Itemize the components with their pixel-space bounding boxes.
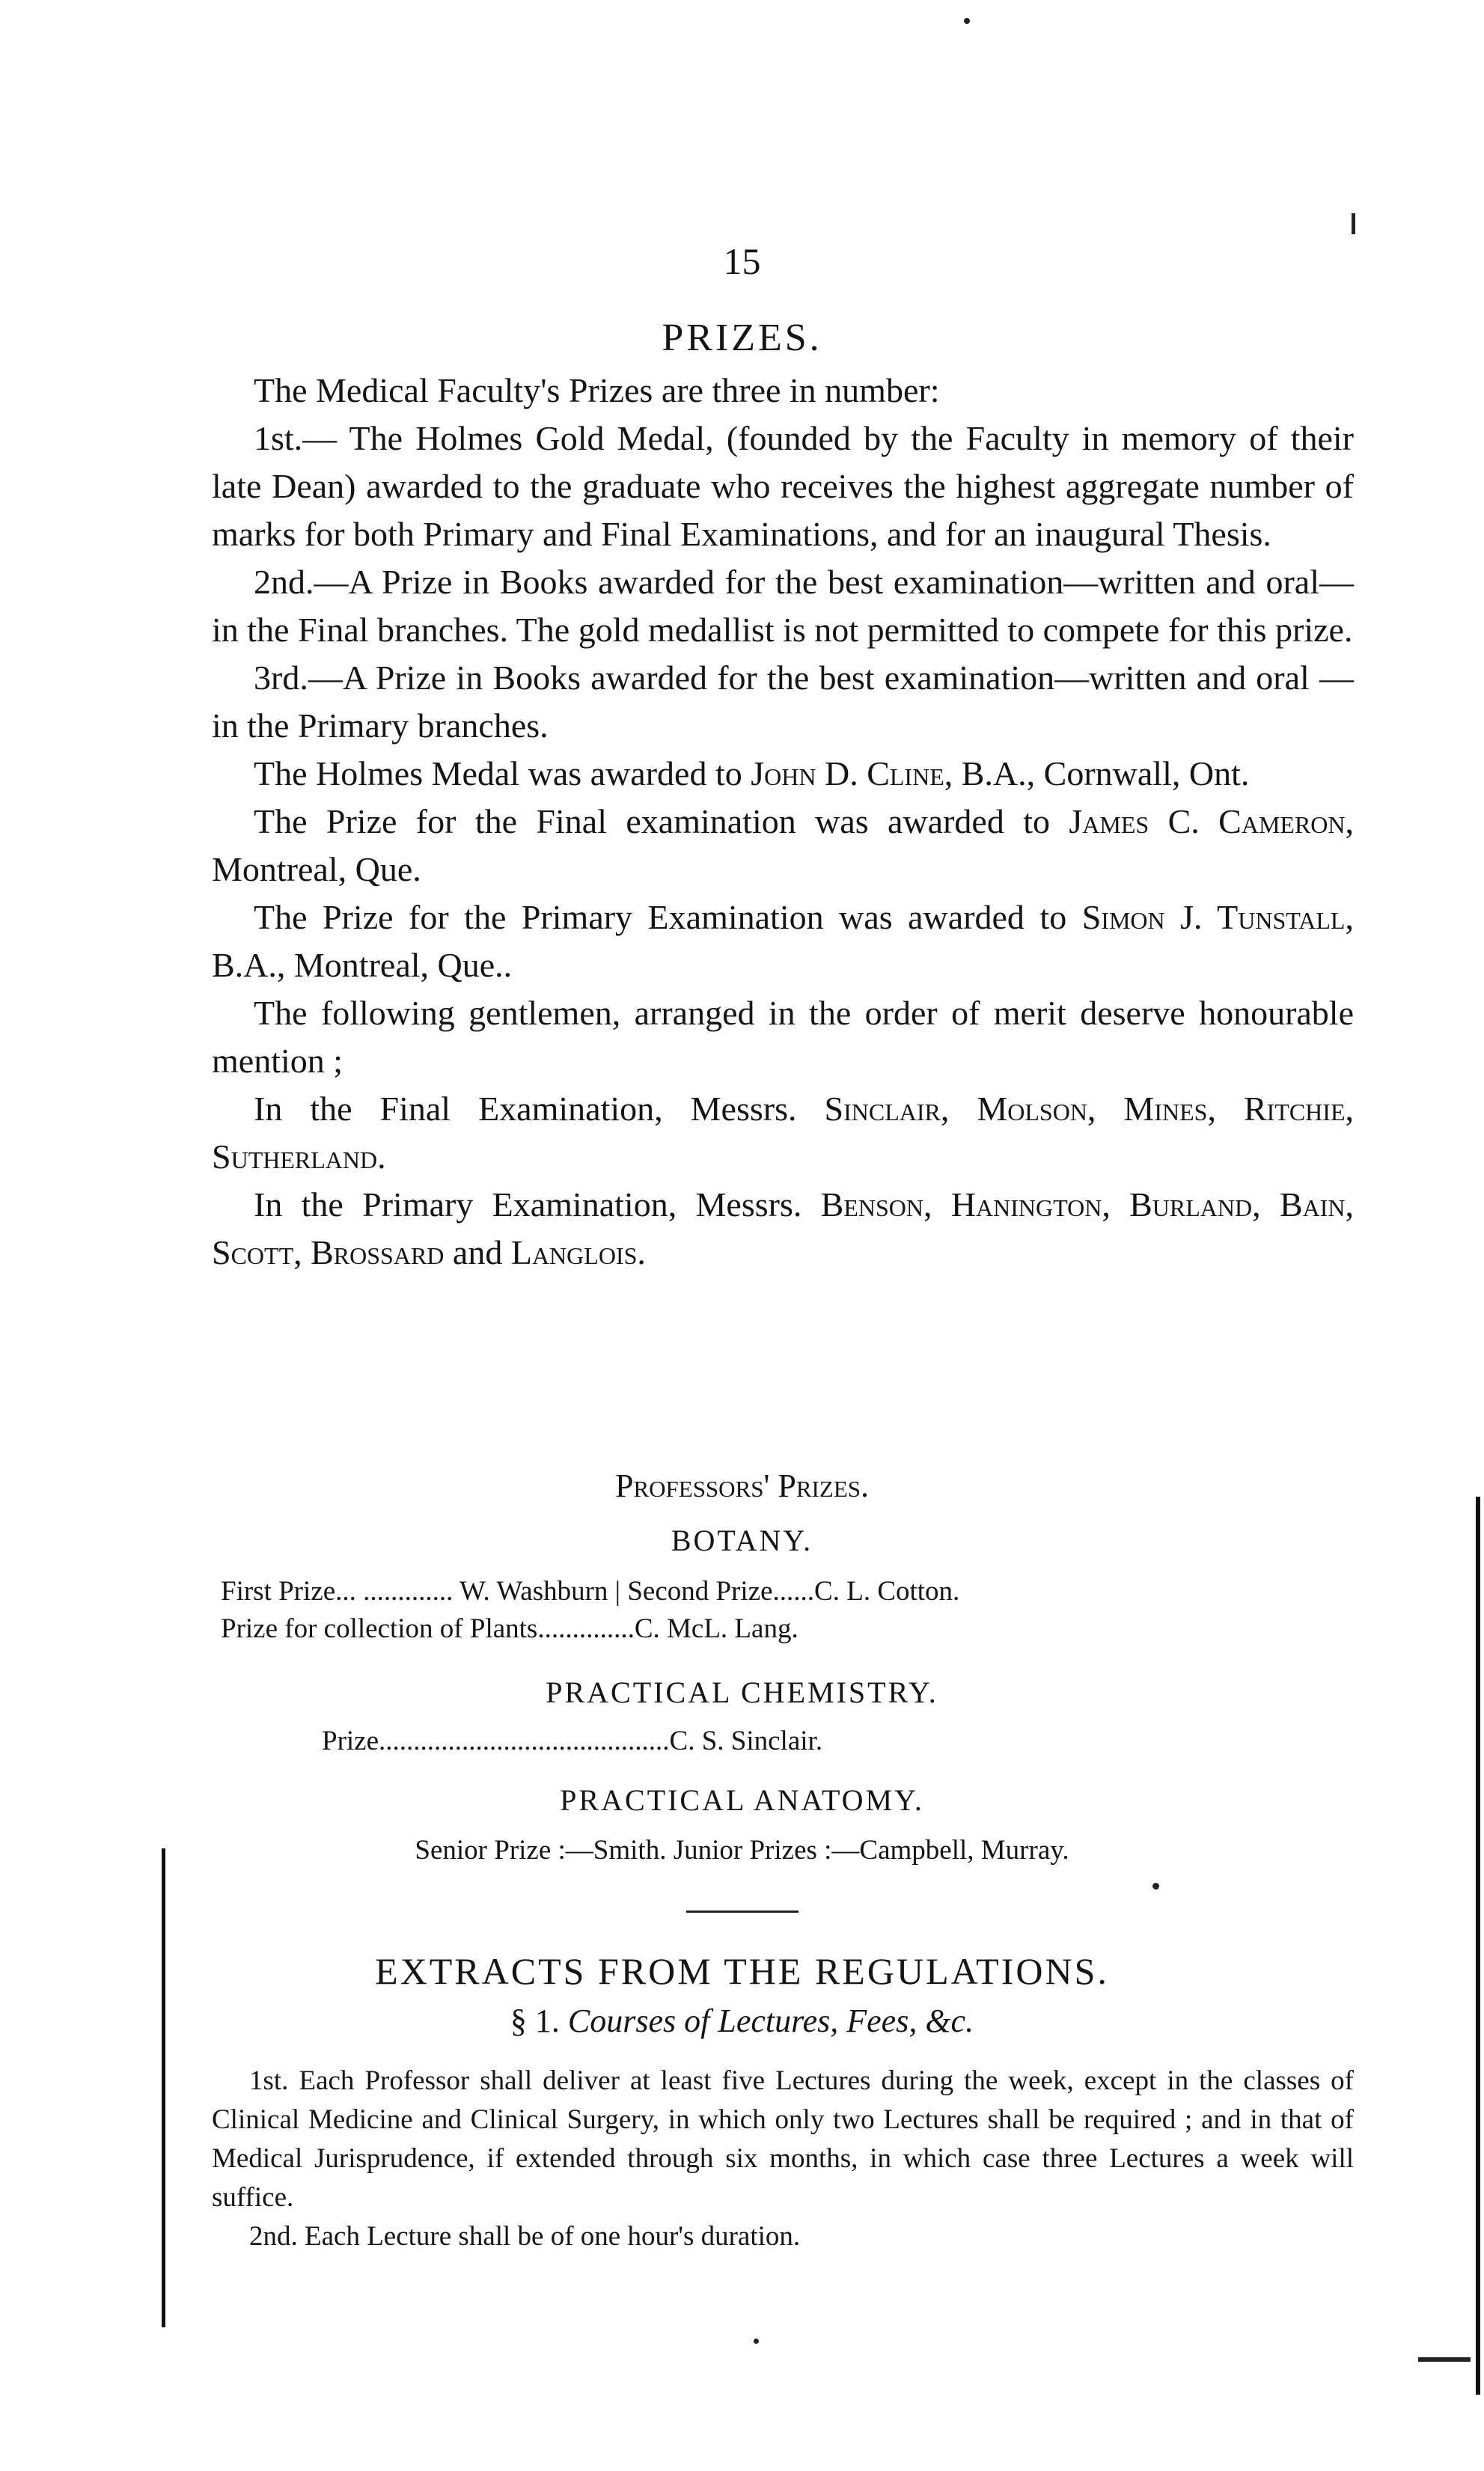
primary-exam-last-name: Langlois. bbox=[510, 1233, 646, 1271]
prize-third-paragraph: 3rd.—A Prize in Books awarded for the best examination—written and oral —in the Primary branches. bbox=[212, 659, 1354, 745]
scan-dot-bottom bbox=[754, 2339, 759, 2344]
primary-prize-post: , B.A., Montreal, Que.. bbox=[212, 898, 1354, 984]
section-divider bbox=[686, 1910, 799, 1913]
scan-speck-bottom bbox=[1418, 2357, 1471, 2362]
botany-prizes-row bbox=[221, 1573, 1351, 1610]
primary-exam-names: Benson, Hanington, Burland, Bain, Scott, Brossard bbox=[212, 1185, 1355, 1271]
scan-speck-right bbox=[1352, 213, 1355, 234]
botany-separator: | bbox=[608, 1576, 628, 1607]
professors-prizes-heading: Professors' Prizes. bbox=[614, 1467, 869, 1504]
scan-edge-left bbox=[162, 1848, 165, 2327]
extracts-heading: EXTRACTS FROM THE REGULATIONS. bbox=[375, 1950, 1109, 1992]
chemistry-prize: Prize..........................................C. S. Sinclair. bbox=[322, 1726, 823, 1756]
anatomy-heading: PRACTICAL ANATOMY. bbox=[560, 1783, 924, 1817]
prizes-body bbox=[212, 367, 1354, 1277]
intro-paragraph: The Medical Faculty's Prizes are three in number: bbox=[254, 371, 940, 409]
holmes-winner-name: John D. Cline bbox=[751, 754, 944, 792]
section-heading bbox=[0, 2002, 1484, 2040]
botany-section bbox=[221, 1573, 1351, 1648]
final-exam-names: Sinclair, Molson, Mines, Ritchie, Sutherland. bbox=[212, 1090, 1354, 1176]
primary-prize-winner-name: Simon J. Tunstall bbox=[1081, 898, 1346, 936]
final-exam-pre: In the Final Examination, Messrs. bbox=[254, 1090, 825, 1128]
botany-collection-prize: Prize for collection of Plants..............C. McL. Lang. bbox=[221, 1613, 799, 1644]
primary-prize-paragraph bbox=[212, 894, 1354, 989]
chemistry-heading: PRACTICAL CHEMISTRY. bbox=[546, 1676, 938, 1709]
holmes-pre: The Holmes Medal was awarded to bbox=[254, 754, 751, 792]
honourable-mention-paragraph: The following gentlemen, arranged in the order of merit deserve honourable mention ; bbox=[212, 994, 1354, 1080]
scan-edge-right bbox=[1476, 1497, 1480, 2395]
prize-second-paragraph: 2nd.—A Prize in Books awarded for the best examination—written and oral—in the Final branches. The gold medallist is not permitted to compete for this prize. bbox=[212, 563, 1354, 649]
primary-exam-mentions bbox=[212, 1181, 1354, 1277]
final-prize-post: , Montreal, Que. bbox=[212, 802, 1355, 888]
holmes-post: , B.A., Cornwall, Ont. bbox=[944, 754, 1250, 792]
section-mark: § 1. bbox=[510, 2003, 568, 2039]
prize-first-paragraph: 1st.— The Holmes Gold Medal, (founded by the Faculty in memory of their late Dean) awarded to the graduate who receives the highest aggregate number of marks for both Primary and Final Examinations, and for an inaugural Thesis. bbox=[212, 419, 1354, 553]
botany-first-prize: First Prize... ............. W. Washburn bbox=[221, 1576, 608, 1607]
scan-dot-mid bbox=[1152, 1883, 1159, 1890]
scan-speck-top bbox=[964, 18, 970, 24]
primary-exam-pre: In the Primary Examination, Messrs. bbox=[254, 1185, 821, 1224]
page-number: 15 bbox=[723, 240, 761, 282]
anatomy-prizes: Senior Prize :—Smith. Junior Prizes :—Campbell, Murray. bbox=[415, 1835, 1069, 1866]
primary-exam-and: and bbox=[444, 1233, 511, 1271]
regulations-body bbox=[212, 2062, 1354, 2256]
regulation-second: 2nd. Each Lecture shall be of one hour's duration. bbox=[249, 2221, 801, 2252]
regulation-first: 1st. Each Professor shall deliver at least five Lectures during the week, except in the classes of Clinical Medicine and Clinical Surgery, in which only two Lectures shall be required ; and in that of Medical Jurisprudence, if extended through six months, in which case three Lectures a week will suffice. bbox=[212, 2065, 1354, 2213]
final-prize-paragraph bbox=[212, 798, 1354, 894]
final-exam-mentions bbox=[212, 1085, 1354, 1181]
final-prize-pre: The Prize for the Final examination was awarded to bbox=[254, 802, 1069, 840]
section-title: Courses of Lectures, Fees, &c. bbox=[567, 2003, 974, 2039]
botany-second-prize: Second Prize......C. L. Cotton. bbox=[627, 1576, 960, 1607]
botany-heading: BOTANY. bbox=[671, 1524, 813, 1557]
final-prize-winner-name: James C. Cameron bbox=[1069, 802, 1346, 840]
page-title: PRIZES. bbox=[662, 317, 822, 359]
holmes-medal-paragraph bbox=[212, 750, 1354, 798]
primary-prize-pre: The Prize for the Primary Examination was awarded to bbox=[254, 898, 1082, 936]
